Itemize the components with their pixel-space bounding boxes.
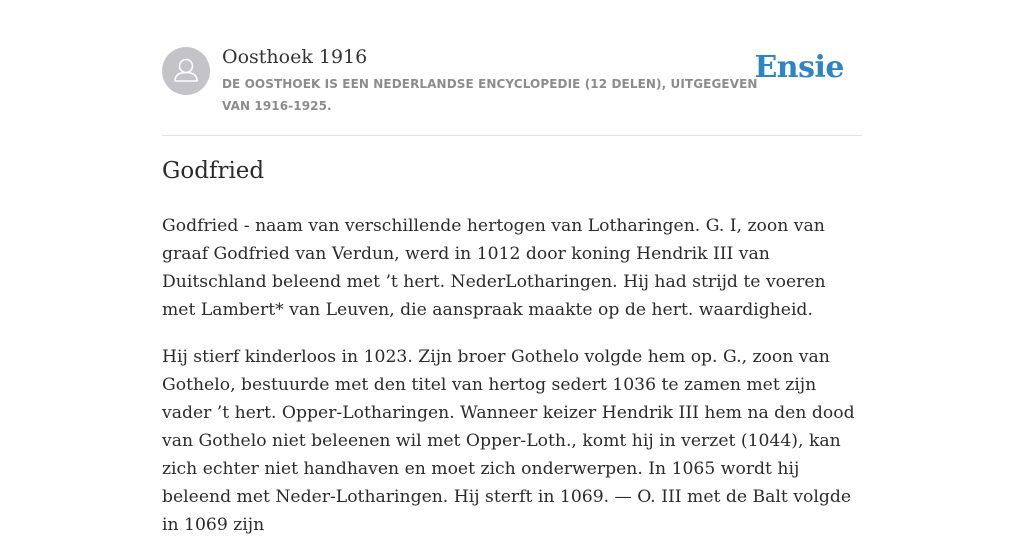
source-header <box>162 44 862 120</box>
article-paragraph: Hij stierf kinderloos in 1023. Zijn broer Gothelo volgde hem op. G., zoon van Gothelo, bestuurde met den titel van hertog sedert 1036 te zamen met zijn vader ’t hert. Opper-Lotharingen. Wanneer keizer Hendrik III hem na den dood van Gothelo niet beleenen wil met Opper-Loth., komt hij in verzet (1044), kan zich echter niet handhaven en moet zich onderwerpen. In 1065 wordt hij beleend met Neder-Lotharingen. Hij sterft in 1069. — O. III met de Balt volgde in 1069 zijn <box>162 347 855 535</box>
ensie-logo[interactable]: Ensie <box>754 50 844 85</box>
source-description: DE OOSTHOEK IS EEN NEDERLANDSE ENCYCLOPEDIE (12 DELEN), UITGEGEVEN VAN 1916-1925. <box>222 77 758 113</box>
article-body <box>162 212 862 558</box>
user-icon <box>162 47 210 95</box>
source-title[interactable]: Oosthoek 1916 <box>222 46 368 68</box>
header-divider <box>162 135 862 136</box>
article-title: Godfried <box>162 158 265 184</box>
article-paragraph: Godfried - naam van verschillende hertogen van Lotharingen. G. I, zoon van graaf Godfried van Verdun, werd in 1012 door koning Hendrik III van Duitschland beleend met ’t hert. NederLotharingen. Hij had strijd te voeren met Lambert* van Leuven, die aanspraak maakte op de hert. waardigheid. <box>162 216 826 320</box>
avatar[interactable] <box>162 47 210 95</box>
